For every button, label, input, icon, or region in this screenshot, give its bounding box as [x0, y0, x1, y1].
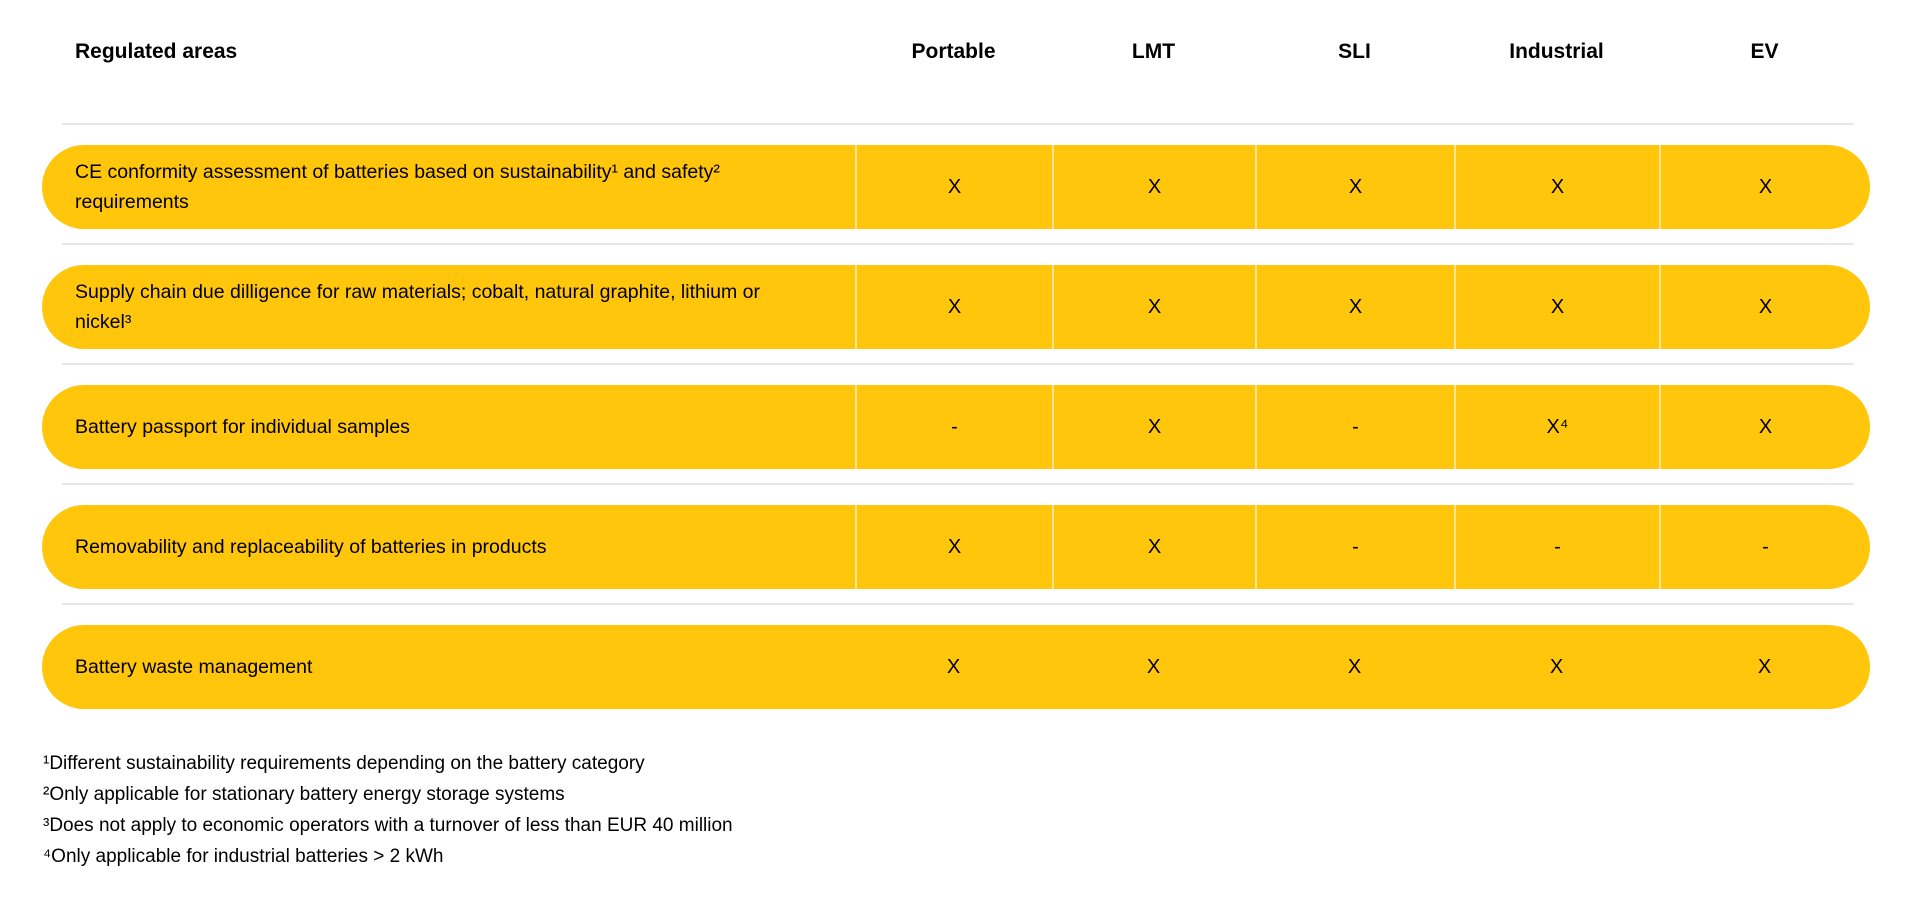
cell-portable: X: [855, 265, 1052, 349]
cell-lmt: X: [1052, 505, 1255, 589]
footnotes: [43, 748, 733, 872]
table-row-removability: [42, 505, 1870, 589]
table-row-battery-passport: [42, 385, 1870, 469]
row-label: Battery waste management: [75, 656, 313, 678]
cell-portable: X: [855, 505, 1052, 589]
cell-industrial: X⁴: [1454, 385, 1659, 469]
footnote-4: ⁴Only applicable for industrial batteries > 2 kWh: [43, 846, 444, 867]
column-header-sli: SLI: [1338, 40, 1371, 63]
column-header-regulated-areas: Regulated areas: [75, 40, 238, 63]
footnote-1: ¹Different sustainability requirements depending on the battery category: [43, 753, 645, 774]
cell-sli: -: [1255, 505, 1454, 589]
cell-portable: -: [855, 385, 1052, 469]
cell-sli: X: [1255, 265, 1454, 349]
cell-ev: X: [1659, 385, 1870, 469]
row-separator-line: [62, 243, 1854, 245]
column-header-industrial: Industrial: [1509, 40, 1604, 63]
cell-sli: X: [1347, 655, 1362, 678]
column-header-lmt: LMT: [1131, 40, 1176, 63]
cell-ev: X: [1757, 655, 1772, 678]
table-row-waste-management: [42, 625, 1870, 709]
footnote-2: ²Only applicable for stationary battery energy storage systems: [43, 784, 565, 805]
table-row-supply-chain: [42, 265, 1870, 349]
row-label: Battery passport for individual samples: [75, 416, 410, 438]
row-separator-line: [62, 363, 1854, 365]
cell-sli: -: [1255, 385, 1454, 469]
cell-industrial: -: [1454, 505, 1659, 589]
cell-industrial: X: [1549, 655, 1564, 678]
row-label: CE conformity assessment of batteries based on sustainability¹ and safety² requirements: [75, 161, 720, 213]
cell-ev: X: [1659, 145, 1870, 229]
column-header-portable: Portable: [911, 40, 996, 63]
row-label: Supply chain due dilligence for raw materials; cobalt, natural graphite, lithium or nickel³: [75, 281, 761, 333]
cell-portable: X: [946, 655, 961, 678]
footnote-3: ³Does not apply to economic operators with a turnover of less than EUR 40 million: [43, 815, 733, 836]
cell-lmt: X: [1052, 265, 1255, 349]
row-separator-line: [62, 123, 1854, 125]
cell-industrial: X: [1454, 265, 1659, 349]
row-separator-line: [62, 603, 1854, 605]
row-label: Removability and replaceability of batteries in products: [75, 536, 547, 558]
column-header-ev: EV: [1750, 40, 1779, 63]
cell-industrial: X: [1454, 145, 1659, 229]
cell-lmt: X: [1052, 145, 1255, 229]
table-header-row: [42, 30, 1870, 74]
table-row-ce-conformity: [42, 145, 1870, 229]
cell-lmt: X: [1052, 385, 1255, 469]
row-separator-line: [62, 483, 1854, 485]
cell-lmt: X: [1146, 655, 1161, 678]
cell-ev: -: [1659, 505, 1870, 589]
cell-ev: X: [1659, 265, 1870, 349]
cell-sli: X: [1255, 145, 1454, 229]
cell-portable: X: [855, 145, 1052, 229]
